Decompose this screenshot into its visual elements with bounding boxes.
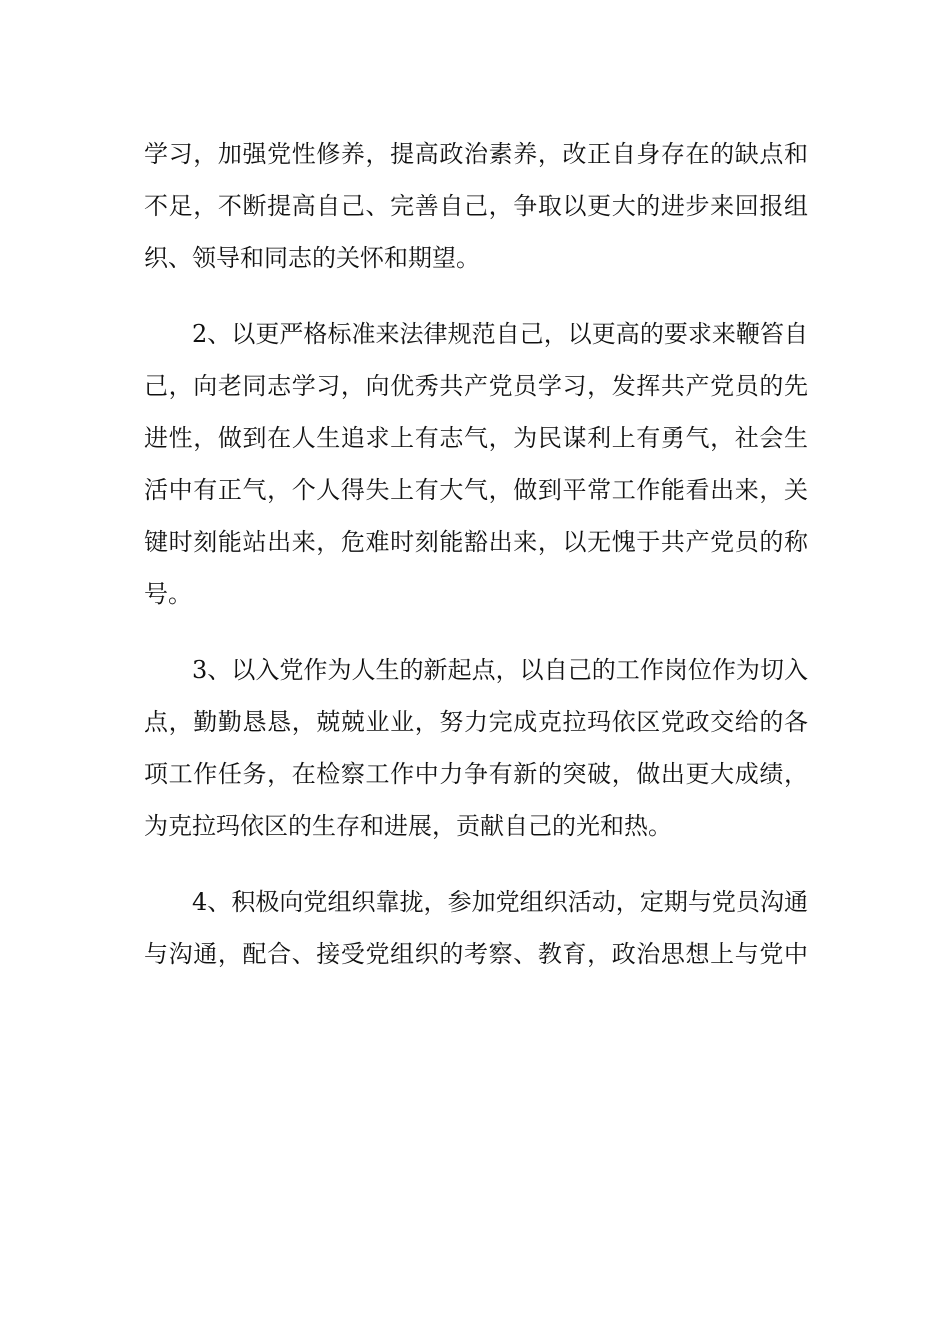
text-line: 号。 <box>144 580 192 608</box>
text-line: 己，向老同志学习，向优秀共产党员学习，发挥共产党员的先 <box>144 372 808 400</box>
text-line: 为克拉玛依区的生存和进展，贡献自己的光和热。 <box>144 812 672 840</box>
text-line: 与沟通，配合、接受党组织的考察、教育，政治思想上与党中 <box>144 940 808 968</box>
text-line: 项工作任务，在检察工作中力争有新的突破，做出更大成绩， <box>144 760 808 788</box>
text-line: 2、以更严格标准来法律规范自己，以更高的要求来鞭笞自 <box>192 320 808 348</box>
paragraph-1 <box>144 128 808 284</box>
text-line: 织、领导和同志的关怀和期望。 <box>144 244 480 272</box>
text-line: 进性，做到在人生追求上有志气，为民谋利上有勇气，社会生 <box>144 424 808 452</box>
text-line: 4、积极向党组织靠拢，参加党组织活动，定期与党员沟通 <box>192 888 808 916</box>
text-line: 点，勤勤恳恳，兢兢业业，努力完成克拉玛依区党政交给的各 <box>144 708 808 736</box>
paragraph-2 <box>144 308 808 620</box>
paragraph-4 <box>144 876 808 980</box>
text-line: 学习，加强党性修养，提高政治素养，改正自身存在的缺点和 <box>144 140 808 168</box>
text-line: 活中有正气，个人得失上有大气，做到平常工作能看出来，关 <box>144 476 808 504</box>
text-line: 不足，不断提高自己、完善自己，争取以更大的进步来回报组 <box>144 192 808 220</box>
document-body <box>144 128 808 980</box>
paragraph-3 <box>144 644 808 852</box>
text-line: 3、以入党作为人生的新起点，以自己的工作岗位作为切入 <box>192 656 808 684</box>
text-line: 键时刻能站出来，危难时刻能豁出来，以无愧于共产党员的称 <box>144 528 808 556</box>
